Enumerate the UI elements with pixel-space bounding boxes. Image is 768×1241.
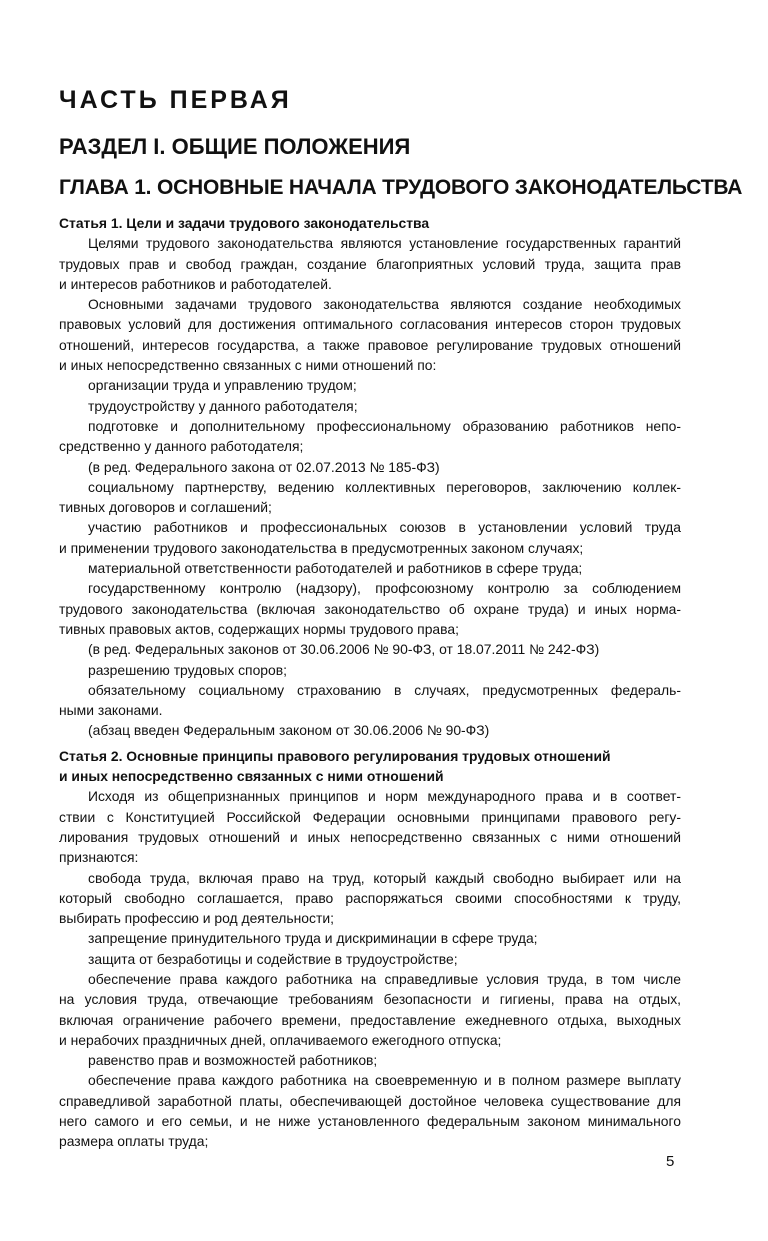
article-1-line: и применении трудового законодательства в предусмотренных законом случаях; <box>59 539 584 556</box>
article-2-line: выбирать профессию и род деятельности; <box>59 910 334 927</box>
article-1-line: (в ред. Федеральных законов от 30.06.2006 № 90-ФЗ, от 18.07.2011 № 242-ФЗ) <box>88 641 600 658</box>
section-prefix: РАЗДЕЛ I. <box>59 134 172 159</box>
article-1-line: материальной ответственности работодателей и работников в сфере труда; <box>88 560 583 577</box>
article-1-line: отношений, интересов государства, а также правовое регулирование трудовых отношений <box>59 336 681 353</box>
article-1-line: (абзац введен Федеральным законом от 30.06.2006 № 90-ФЗ) <box>88 722 490 739</box>
article-1-line: Целями трудового законодательства являются установление государственных гарантий <box>88 235 681 252</box>
article-1-line: (в ред. Федерального закона от 02.07.2013 № 185-ФЗ) <box>88 458 440 475</box>
article-1-line: трудовых прав и свобод граждан, создание благоприятных условий труда, защита прав <box>59 255 681 272</box>
article-1-line: и иных непосредственно связанных с ними отношений по: <box>59 357 437 374</box>
article-1-line: и интересов работников и работодателей. <box>59 275 332 292</box>
article-1-line: Основными задачами трудового законодательства являются создание необходимых <box>88 296 681 313</box>
article-2-line: него самого и его семьи, и не ниже установленного федеральным законом минимального <box>59 1113 681 1130</box>
section-name: ОБЩИЕ ПОЛОЖЕНИЯ <box>171 134 411 159</box>
article-1-line: трудоустройству у данного работодателя; <box>88 397 358 414</box>
article-2-line: и нерабочих праздничных дней, оплачиваемого ежегодного отпуска; <box>59 1031 502 1048</box>
article-2-line: запрещение принудительного труда и дискриминации в сфере труда; <box>88 930 538 947</box>
article-1-line: трудового законодательства (включая законодательство об охране труда) и иных норма- <box>59 600 681 617</box>
article-2-line: справедливой заработной платы, обеспечивающей достойное человека существование для <box>59 1092 681 1109</box>
chapter-title: ГЛАВА 1. ОСНОВНЫЕ НАЧАЛА ТРУДОВОГО ЗАКОНОДАТЕЛЬСТВА <box>59 176 743 199</box>
article-2-line: на условия труда, отвечающие требованиям безопасности и гигиены, права на отдых, <box>59 991 681 1008</box>
document-body <box>59 213 681 1152</box>
article-2-line: равенство прав и возможностей работников; <box>88 1052 378 1069</box>
article-2-line: лирования трудовых отношений и иных непосредственно связанных с ними отношений <box>59 828 681 845</box>
article-2-line: свобода труда, включая право на труд, который каждый свободно выбирает или на <box>88 869 681 886</box>
article-1-line: организации труда и управлению трудом; <box>88 377 357 394</box>
article-1-line: подготовке и дополнительному профессиональному образованию работников непо- <box>88 417 681 434</box>
article-1-line: правовых условий для достижения оптимального согласования интересов сторон трудовых <box>59 316 681 333</box>
article-1-line: обязательному социальному страхованию в случаях, предусмотренных федераль- <box>88 681 681 698</box>
article-2-line: обеспечение права каждого работника на справедливые условия труда, в том числе <box>88 970 681 987</box>
article-2-line: размера оплаты труда; <box>59 1133 209 1150</box>
section-title <box>59 134 410 160</box>
article-1-line: тивных правовых актов, содержащих нормы трудового права; <box>59 620 459 637</box>
article-1-line: социальному партнерству, ведению коллективных переговоров, заключению коллек- <box>88 478 681 495</box>
article-2-line: признаются: <box>59 849 139 866</box>
article-1-line: государственному контролю (надзору), профсоюзному контролю за соблюдением <box>88 580 681 597</box>
page-number: 5 <box>666 1153 675 1170</box>
article-2-line: Исходя из общепризнанных принципов и норм международного права и в соответ- <box>88 788 681 805</box>
article-1-heading: Статья 1. Цели и задачи трудового законодательства <box>59 215 430 231</box>
article-1-line: тивных договоров и соглашений; <box>59 499 272 516</box>
article-2-heading-line-1: Статья 2. Основные принципы правового регулирования трудовых отношений <box>59 747 611 764</box>
article-1-line: участию работников и профессиональных союзов в установлении условий труда <box>88 519 681 536</box>
article-1-line: разрешению трудовых споров; <box>88 661 287 678</box>
article-1-line: средственно у данного работодателя; <box>59 438 304 455</box>
article-2-line: ствии с Конституцией Российской Федерации основными принципами правового регу- <box>59 808 681 825</box>
article-2-line: который свободно соглашается, право распоряжаться своими способностями к труду, <box>59 889 681 906</box>
article-1-line: ными законами. <box>59 702 163 719</box>
article-2-line: включая ограничение рабочего времени, предоставление ежедневного отдыха, выходных <box>59 1011 681 1028</box>
article-2-line: защита от безработицы и содействие в трудоустройстве; <box>88 950 458 967</box>
part-title: ЧАСТЬ ПЕРВАЯ <box>59 86 292 114</box>
article-2-line: обеспечение права каждого работника на своевременную и в полном размере выплату <box>88 1072 681 1089</box>
article-2-heading-line-2: и иных непосредственно связанных с ними отношений <box>59 768 444 785</box>
